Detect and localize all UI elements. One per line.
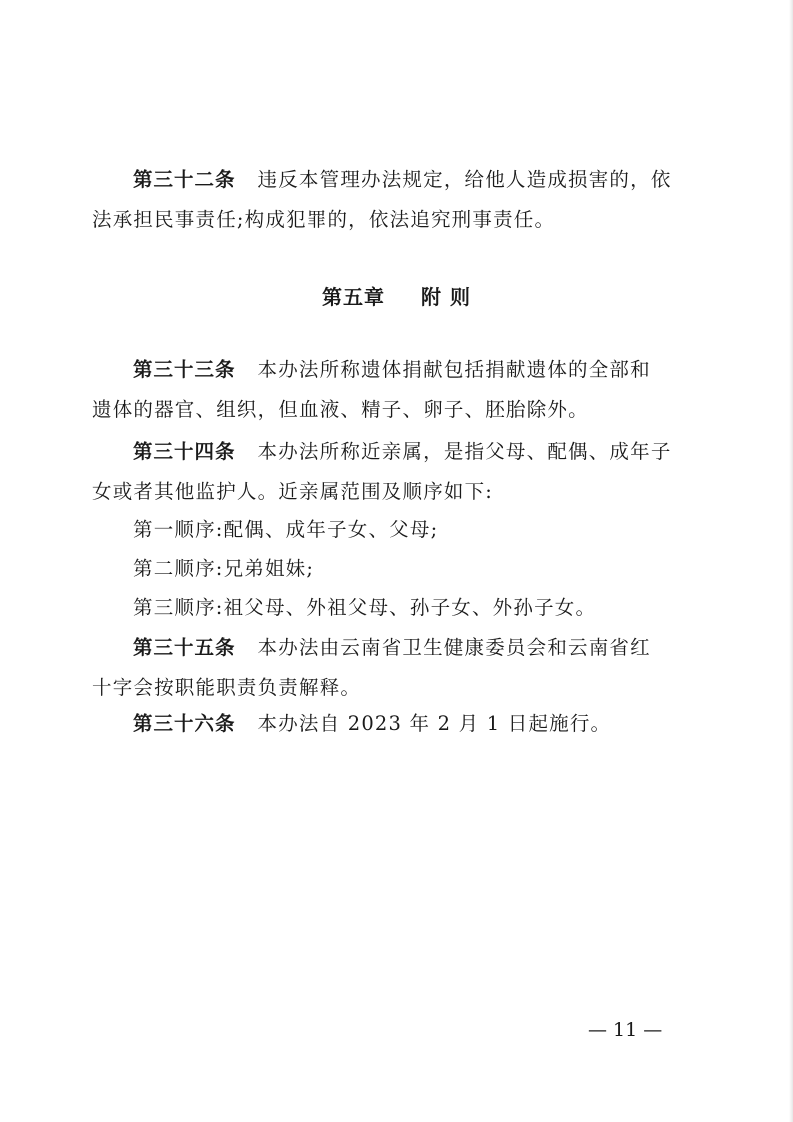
- article-36-line-1: [133, 712, 713, 736]
- article-35-line-2: 十字会按职能职责负责解释。: [92, 676, 362, 699]
- article-35-heading: 第三十五条: [133, 636, 236, 659]
- article-33-heading: 第三十三条: [133, 358, 236, 381]
- article-35-text-1: 本办法由云南省卫生健康委员会和云南省红: [257, 636, 651, 659]
- order-item-2: 第二顺序:兄弟姐妹;: [133, 557, 315, 580]
- chapter-title: [0, 284, 793, 310]
- article-35-line-1: [133, 636, 713, 660]
- article-33-text-1: 本办法所称遗体捐献包括捐献遗体的全部和: [257, 358, 651, 381]
- article-33-line-2: 遗体的器官、组织，但血液、精子、卵子、胚胎除外。: [92, 398, 589, 421]
- article-32-line-1: [133, 168, 713, 192]
- chapter-number: 第五章: [322, 285, 386, 309]
- article-34-heading: 第三十四条: [133, 440, 236, 463]
- article-34-line-2: 女或者其他监护人。近亲属范围及顺序如下:: [92, 480, 494, 503]
- article-34-text-1: 本办法所称近亲属，是指父母、配偶、成年子: [257, 440, 672, 463]
- page-edge: [789, 0, 793, 1122]
- article-32-line-2: 法承担民事责任;构成犯罪的，依法追究刑事责任。: [92, 208, 556, 231]
- chapter-name: 附 则: [421, 285, 471, 309]
- article-36-heading: 第三十六条: [133, 712, 236, 735]
- page-number: — 11 —: [588, 1019, 663, 1041]
- order-item-1: 第一顺序:配偶、成年子女、父母;: [133, 518, 439, 541]
- article-32-heading: 第三十二条: [133, 168, 236, 191]
- article-33-line-1: [133, 358, 713, 382]
- article-34-line-1: [133, 440, 713, 464]
- article-32-text-1: 违反本管理办法规定，给他人造成损害的，依: [257, 168, 672, 191]
- order-item-3: 第三顺序:祖父母、外祖父母、孙子女、外孙子女。: [133, 596, 597, 619]
- article-36-text-1: 本办法自 2023 年 2 月 1 日起施行。: [257, 712, 612, 735]
